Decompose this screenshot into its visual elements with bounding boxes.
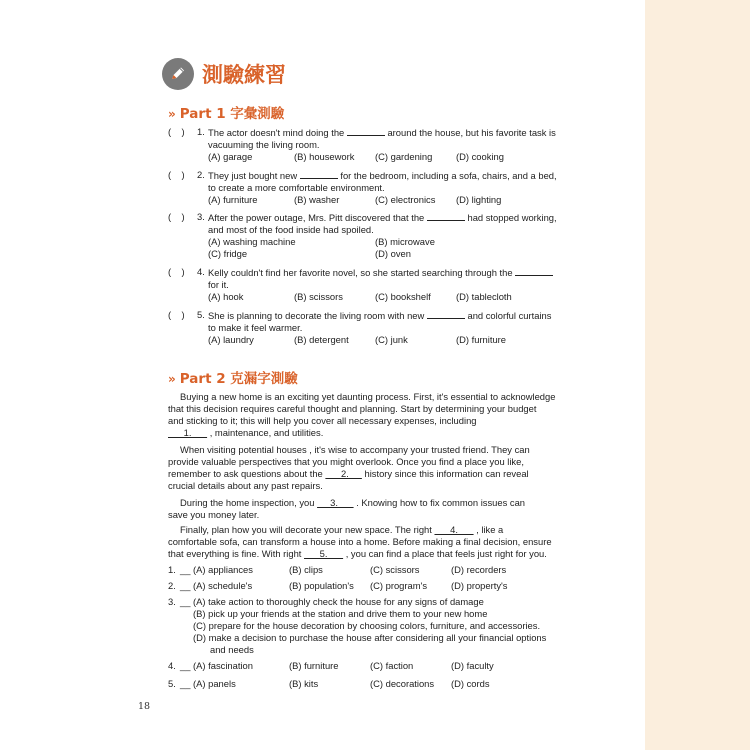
cloze-paragraph-4 [168,524,583,560]
options [208,248,456,260]
question-number: 2. [197,169,205,180]
cloze-blank-5: 5. [304,548,344,559]
answer-paren[interactable]: ( ) [168,309,185,320]
option: (D) property's [451,580,508,591]
paragraph-line: When visiting potential houses , it's wise to accompany your trusted friend. They can [180,444,530,455]
question-number: 1. [168,564,176,575]
question-text: had stopped working, [467,212,557,223]
option: (B) microwave [375,236,435,247]
option: (B) housework [294,151,355,162]
option: (D) make a decision to purchase the house after considering all your financial options [193,632,547,643]
cloze-question-5 [168,678,551,690]
option: (C) decorations [370,678,435,689]
question-number: 4. [197,266,205,277]
paragraph-line: history since this information can reveal [364,468,529,479]
option: (A) hook [208,291,244,302]
cloze-question-4 [168,660,551,672]
question-text: to create a more comfortable environment. [208,182,385,193]
paragraph-line: Buying a new home is an exciting yet daunting process. First, it's essential to acknowledge [180,391,556,402]
options [208,236,456,248]
section-title [162,56,286,92]
question-number: 5. [197,309,205,320]
option: (C) faction [370,660,414,671]
paragraph-line: crucial details about any past repairs. [168,480,323,491]
question-number: 4. [168,660,176,671]
question-text: for the bedroom, including a sofa, chairs, and a bed, [340,170,557,181]
option: (B) furniture [289,660,339,671]
cloze-question-1 [168,564,551,576]
answer-paren[interactable]: ( ) [168,126,185,137]
cloze-paragraph-3 [168,497,583,521]
chevron-right-icon: » [168,372,176,386]
question-text: to make it feel warmer. [208,322,303,333]
question-text: and colorful curtains [467,310,552,321]
paragraph-line: remember to ask questions about the [168,468,323,479]
option: (A) washing machine [208,236,296,247]
option[interactable]: __ (A) panels [180,678,236,689]
option: (C) fridge [208,248,248,259]
option: (C) bookshelf [375,291,431,302]
cloze-question-2 [168,580,551,592]
option: (D) oven [375,248,411,259]
question-text: After the power outage, Mrs. Pitt discovered that the [208,212,425,223]
question-number: 3. [168,596,176,607]
option: (C) scissors [370,564,420,575]
paragraph-line: save you money later. [168,509,260,520]
cloze-blank-3: 3. [317,497,354,508]
answer-paren[interactable]: ( ) [168,211,185,222]
part1-heading-text: Part 1 字彙測驗 [179,106,285,122]
options [208,291,556,303]
option: (B) population's [289,580,354,591]
options [208,151,556,163]
part2-heading [168,367,298,387]
question-text: The actor doesn't mind doing the [208,127,345,138]
paragraph-line: comfortable sofa, can transform a house into a home. Before making a final decision, ensure [168,536,552,547]
cloze-blank-2: 2. [325,468,362,479]
vocab-question-1 [168,126,588,163]
paragraph-line: and sticking to it; this will help you cover all necessary expenses, including [168,415,477,426]
question-text: They just bought new [208,170,298,181]
option[interactable]: __ (A) take action to thoroughly check the house for any signs of damage [180,596,484,607]
option: (D) lighting [456,194,502,205]
option: (D) cooking [456,151,504,162]
question-text: around the house, but his favorite task is [387,127,556,138]
cloze-paragraph-1 [168,391,583,439]
option: (D) recorders [451,564,507,575]
option: (B) detergent [294,334,349,345]
cloze-blank-4: 4. [434,524,474,535]
paragraph-line: , like a [476,524,504,535]
pencil-icon [162,58,194,90]
chevron-right-icon: » [168,107,176,121]
answer-blank [515,266,553,276]
vocab-question-4 [168,266,588,303]
option[interactable]: __ (A) fascination [180,660,253,671]
question-text: Kelly couldn't find her favorite novel, so she started searching through the [208,267,513,278]
paragraph-line: . Knowing how to fix common issues can [356,497,525,508]
option: (A) garage [208,151,253,162]
question-text: and most of the food inside had spoiled. [208,224,374,235]
answer-blank [347,126,385,136]
option: and needs [210,644,254,655]
paragraph-line: that everything is fine. With right [168,548,302,559]
option: (B) washer [294,194,340,205]
question-number: 3. [197,211,205,222]
page-title: 測驗練習 [202,63,286,87]
options [208,334,556,346]
question-number: 2. [168,580,176,591]
option[interactable]: __ (A) schedule's [180,580,253,591]
option: (D) furniture [456,334,507,345]
option: (B) clips [289,564,323,575]
option: (C) program's [370,580,428,591]
option: (B) scissors [294,291,343,302]
option: (B) pick up your friends at the station and drive them to your new home [193,608,488,619]
option[interactable]: __ (A) appliances [180,564,253,575]
vocab-question-3 [168,211,588,260]
options [208,194,556,206]
option: (C) gardening [375,151,433,162]
paragraph-line: Finally, plan how you will decorate your new space. The right [180,524,432,535]
paragraph-line: During the home inspection, you [180,497,315,508]
option: (A) furniture [208,194,258,205]
answer-paren[interactable]: ( ) [168,169,185,180]
page-edge-strip [645,0,750,750]
answer-blank [427,309,465,319]
question-text: vacuuming the living room. [208,139,320,150]
option: (D) tablecloth [456,291,512,302]
answer-blank [300,169,338,179]
option: (C) prepare for the house decoration by choosing colors, furniture, and accessories. [193,620,541,631]
option: (D) cords [451,678,490,689]
cloze-paragraph-2 [168,444,583,492]
question-number: 1. [197,126,205,137]
option: (A) laundry [208,334,254,345]
option: (C) electronics [375,194,436,205]
option: (C) junk [375,334,408,345]
page-number: 18 [138,701,151,712]
paragraph-line: that this decision requires careful thought and planning. Start by determining your budget [168,403,537,414]
question-text: for it. [208,279,229,290]
paragraph-line: , maintenance, and utilities. [209,427,324,438]
paragraph-line: provide valuable perspectives that you might overlook. Once you find a place you like, [168,456,524,467]
paragraph-line: , you can find a place that feels just right for you. [345,548,547,559]
vocab-question-5 [168,309,588,346]
part1-heading [168,102,284,122]
answer-paren[interactable]: ( ) [168,266,185,277]
question-text: She is planning to decorate the living room with new [208,310,425,321]
vocab-question-2 [168,169,588,206]
cloze-question-3 [168,596,546,656]
part2-heading-text: Part 2 克漏字測驗 [179,371,298,387]
option: (B) kits [289,678,319,689]
answer-blank [427,211,465,221]
cloze-blank-1: 1. [168,427,208,438]
question-number: 5. [168,678,176,689]
option: (D) faculty [451,660,494,671]
